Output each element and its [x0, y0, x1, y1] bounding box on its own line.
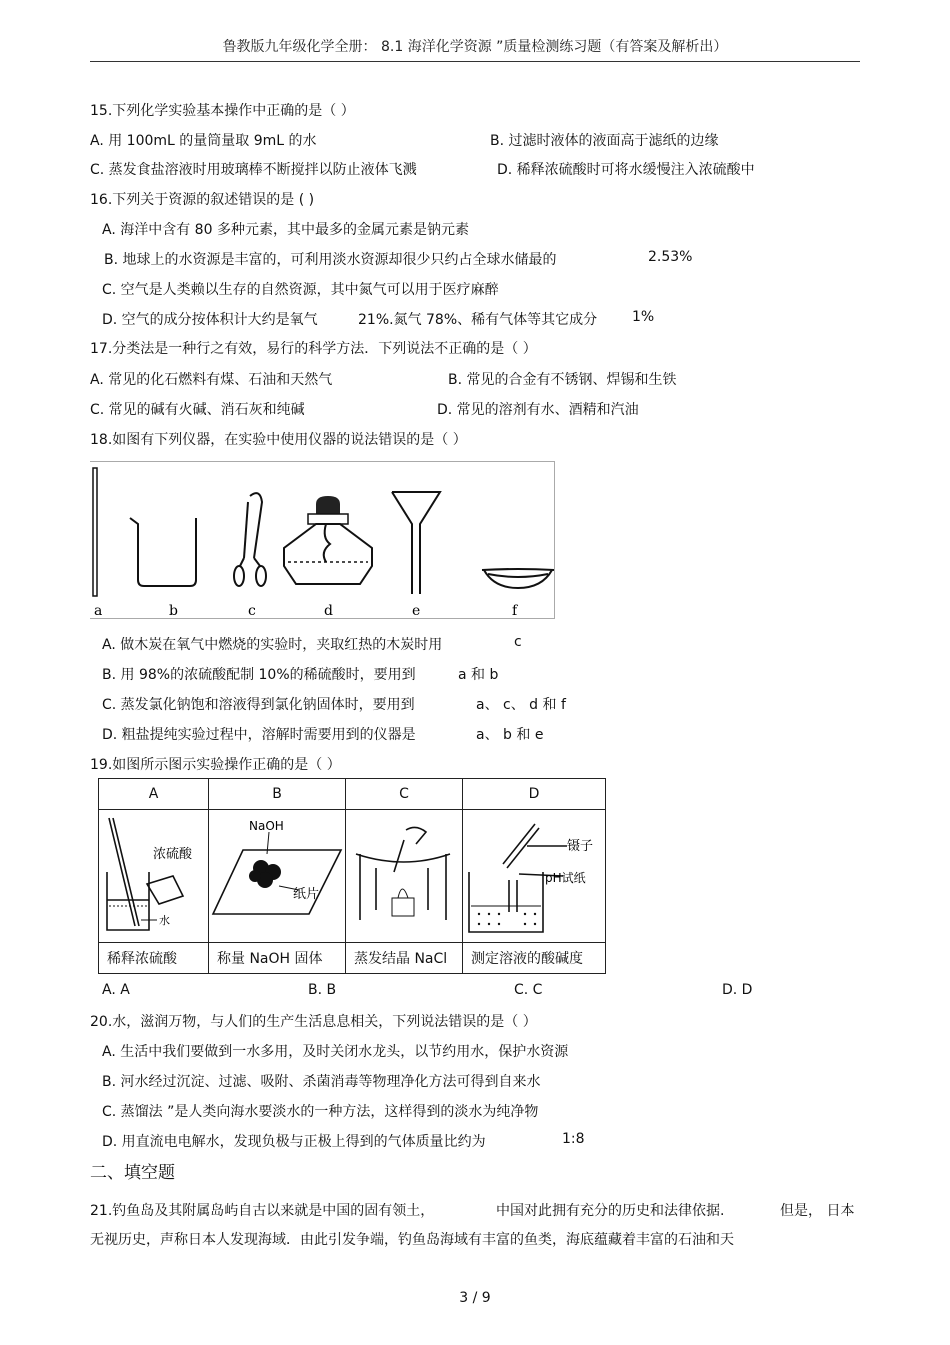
q15-option-d: D. 稀释浓硫酸时可将水缓慢注入浓硫酸中 — [497, 162, 755, 178]
q19-image-b — [209, 810, 346, 943]
q21-line1-part2: 中国对此拥有充分的历史和法律依据. — [496, 1203, 725, 1219]
q20-option-b: B. 河水经过沉淀、过滤、吸附、杀菌消毒等物理净化方法可得到自来水 — [102, 1074, 541, 1090]
tweezer-label: 镊子 — [567, 839, 594, 854]
page-number: 3 / 9 — [459, 1290, 491, 1306]
q20-option-d: D. 用直流电电解水，发现负极与正极上得到的气体质量比约为 — [102, 1134, 486, 1150]
glass-rod-icon — [93, 468, 97, 596]
q19-option-c: C. C — [514, 982, 543, 998]
q17-stem: 17.分类法是一种行之有效，易行的科学方法．下列说法不正确的是（ ） — [90, 341, 537, 357]
q18-option-a-answer: c — [514, 634, 522, 650]
q19-header-a: A — [99, 779, 209, 810]
water-label: 水 — [159, 914, 170, 927]
q20-option-a: A. 生活中我们要做到一水多用，及时关闭水龙头，以节约用水，保护水资源 — [102, 1044, 569, 1060]
naoh-label: NaOH — [249, 819, 284, 833]
beaker-icon — [130, 518, 196, 586]
q18-option-b: B. 用 98%的浓硫酸配制 10%的稀硫酸时，要用到 — [102, 667, 416, 683]
q17-option-a: A. 常见的化石燃料有煤、石油和天然气 — [90, 372, 333, 388]
q19-image-c — [346, 810, 463, 943]
q16-stem: 16.下列关于资源的叙述错误的是 ( ) — [90, 192, 315, 208]
q20-option-d-answer: 1:8 — [562, 1131, 585, 1147]
q19-option-a: A. A — [102, 982, 130, 998]
q18-instrument-figure — [90, 461, 555, 619]
q19-caption-a: 稀释浓硫酸 — [99, 943, 209, 974]
q21-line2: 无视历史，声称日本人发现海域．由此引发争端，钓鱼岛海域有丰富的鱼类，海底蕴藏着丰富的石油和天 — [90, 1232, 734, 1248]
q15-stem: 15.下列化学实验基本操作中正确的是（ ） — [90, 103, 355, 119]
q20-stem: 20.水，滋润万物，与人们的生产生活息息相关，下列说法错误的是（ ） — [90, 1014, 537, 1030]
q17-option-c: C. 常见的碱有火碱、消石灰和纯碱 — [90, 402, 305, 418]
q17-option-b: B. 常见的合金有不锈钢、焊锡和生铁 — [448, 372, 677, 388]
q18-label-c: c — [248, 603, 256, 618]
funnel-icon — [392, 492, 440, 594]
q19-image-d — [463, 810, 606, 943]
q18-label-e: e — [412, 603, 421, 618]
q18-label-f: f — [512, 603, 518, 618]
q15-option-a: A. 用 100mL 的量筒量取 9mL 的水 — [90, 133, 317, 149]
q19-caption-d: 测定溶液的酸碱度 — [463, 943, 606, 974]
acid-label: 浓硫酸 — [153, 847, 193, 862]
crucible-tongs-icon — [234, 493, 266, 586]
q16-option-c: C. 空气是人类赖以生存的自然资源，其中氮气可以用于医疗麻醉 — [102, 282, 499, 298]
q19-stem: 19.如图所示图示实验操作正确的是（ ） — [90, 757, 341, 773]
q18-label-b: b — [169, 603, 178, 618]
evaporating-dish-icon — [482, 569, 554, 588]
q18-option-d-answer: a、 b 和 e — [476, 727, 544, 743]
paper-label: 纸片 — [293, 887, 320, 902]
alcohol-lamp-icon — [284, 496, 372, 584]
q18-option-b-answer: a 和 b — [458, 667, 499, 683]
page-header: 鲁教版九年级化学全册： 8.1 海洋化学资源 ”质量检测练习题（有答案及解析出） — [222, 39, 728, 55]
section-title: 二、填空题 — [90, 1163, 175, 1183]
q21-line1-part1: 21.钓鱼岛及其附属岛屿自古以来就是中国的固有领土， — [90, 1203, 435, 1219]
ph-paper-label: pH试纸 — [545, 871, 586, 885]
q19-caption-c: 蒸发结晶 NaCl — [346, 943, 463, 974]
q18-label-a: a — [94, 603, 103, 618]
q20-option-c: C. 蒸馏法 ”是人类向海水要淡水的一种方法，这样得到的淡水为纯净物 — [102, 1104, 539, 1120]
q16-option-b-value: 2.53% — [648, 249, 693, 265]
q16-option-a: A. 海洋中含有 80 多种元素，其中最多的金属元素是钠元素 — [102, 222, 469, 238]
q19-option-b: B. B — [308, 982, 337, 998]
q15-option-c: C. 蒸发食盐溶液时用玻璃棒不断搅拌以防止液体飞溅 — [90, 162, 417, 178]
q18-option-d: D. 粗盐提纯实验过程中，溶解时需要用到的仪器是 — [102, 727, 416, 743]
q15-option-b: B. 过滤时液体的液面高于滤纸的边缘 — [490, 133, 719, 149]
q18-option-c: C. 蒸发氯化钠饱和溶液得到氯化钠固体时，要用到 — [102, 697, 415, 713]
q16-option-d: D. 空气的成分按体积计大约是氧气 — [102, 312, 318, 328]
q18-label-d: d — [324, 603, 333, 618]
q16-option-d-rest: 1% — [632, 309, 655, 325]
q18-stem: 18.如图有下列仪器，在实验中使用仪器的说法错误的是（ ） — [90, 432, 467, 448]
header-divider — [90, 61, 860, 62]
q21-line1-part3: 但是， 日本 — [780, 1203, 855, 1219]
q19-caption-b: 称量 NaOH 固体 — [209, 943, 346, 974]
q17-option-d: D. 常见的溶剂有水、酒精和汽油 — [437, 402, 639, 418]
q18-option-c-answer: a、 c、 d 和 f — [476, 697, 566, 713]
q19-image-a — [99, 810, 209, 943]
q16-option-d-values: 21%.氮气 78%、稀有气体等其它成分 — [358, 312, 598, 328]
q19-header-c: C — [346, 779, 463, 810]
q19-header-b: B — [209, 779, 346, 810]
q19-header-d: D — [463, 779, 606, 810]
q16-option-b: B. 地球上的水资源是丰富的，可利用淡水资源却很少只约占全球水储最的 — [104, 252, 557, 268]
q19-figure-table — [98, 778, 606, 974]
q19-option-d: D. D — [722, 982, 753, 998]
q18-option-a: A. 做木炭在氧气中燃烧的实验时，夹取红热的木炭时用 — [102, 637, 443, 653]
